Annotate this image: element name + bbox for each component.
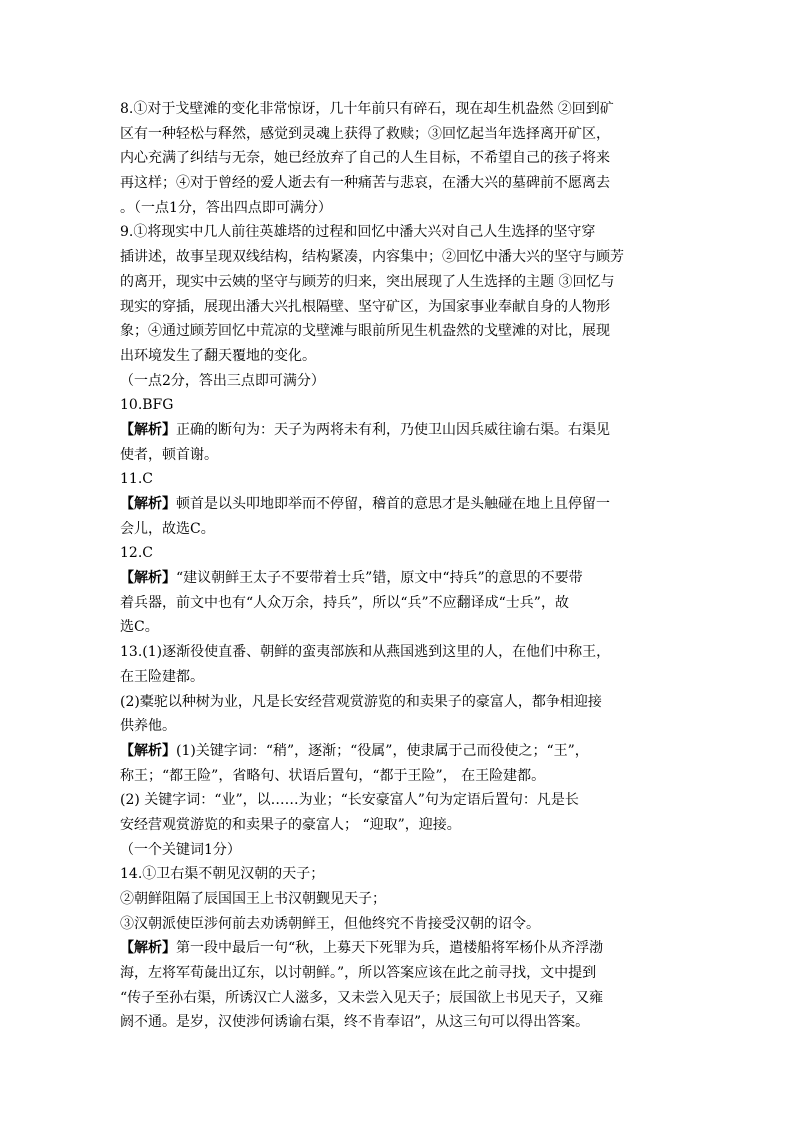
analysis-label: 【解析】 [120,421,176,438]
line-text: （一点2分，答出三点即可满分） [120,372,325,389]
text-line [120,196,680,221]
line-text: 区有一种轻松与释然，感觉到灵魂上获得了救赎；③回忆起当年选择离开矿区， [120,125,610,142]
text-line [120,591,680,616]
text-line [120,146,680,171]
line-text: 正确的断句为：天子为两将未有利，乃使卫山因兵威往谕右渠。右渠见 [176,421,610,438]
text-line [120,912,680,937]
line-text: (1)关键字词：“稍”，逐渐；“役属”，使隶属于己而役使之；“王”， [176,742,589,759]
text-line [120,862,680,887]
line-text: 选C。 [120,619,159,636]
line-text: 第一段中最后一句“秋，上募天下死罪为兵，遣楼船将军杨仆从齐浮渤 [176,940,604,957]
text-line [120,714,680,739]
text-line [120,1010,680,1035]
text-line [120,813,680,838]
line-text: 9.①将现实中几人前往英雄塔的过程和回忆中潘大兴对自己人生选择的坚守穿 [120,224,596,241]
line-text: 8.①对于戈壁滩的变化非常惊讶，几十年前只有碎石，现在却生机盎然 ②回到矿 [120,101,614,117]
line-text: “传子至孙右渠，所诱汉亡人滋多，又未尝入见天子；辰国欲上书见天子，又雍 [120,989,604,1006]
text-line [120,393,680,418]
line-text: 出环境发生了翻天覆地的变化。 [120,347,316,364]
text-line [120,319,680,344]
line-text: ②朝鲜阻隔了辰国国王上书汉朝觐见天子； [120,891,386,907]
text-line [120,171,680,196]
line-text: 海，左将军荀彘出辽东，以讨朝鲜。”，所以答案应该在此之前寻找，文中提到 [120,965,597,982]
line-text: 阏不通。是岁，汉使涉何诱谕右渠，终不肯奉诏”，从这三句可以得出答案。 [120,1014,590,1031]
line-text: 再这样；④对于曾经的爱人逝去有一种痛苦与悲哀，在潘大兴的墓碑前不愿离去 [120,175,610,192]
line-text: ③汉朝派使臣涉何前去劝诱朝鲜王，但他终究不肯接受汉朝的诏令。 [120,915,540,932]
text-line [120,443,680,468]
text-line [120,838,680,863]
text-line [120,517,680,542]
line-text: 14.①卫右渠不朝见汉朝的天子； [120,866,325,883]
line-text: 11.C [120,471,153,488]
text-line [120,640,680,665]
line-text: 内心充满了纠结与无奈，她已经放弃了自己的人生目标，不希望自己的孩子将来 [120,150,610,167]
line-text: （一个关键词1分） [120,841,241,858]
text-line [120,270,680,295]
text-line [120,295,680,320]
line-text: (2) 关键字词：“业”，以……为业；“长安豪富人”句为定语后置句：凡是长 [120,792,579,809]
line-text: 供养他。 [120,718,176,735]
line-text: 10.BFG [120,397,174,414]
analysis-line [120,936,680,961]
text-line [120,245,680,270]
line-text: 插讲述，故事呈现双线结构，结构紧凑，内容集中；②回忆中潘大兴的坚守与顾芳 [120,249,624,266]
analysis-line [120,739,680,764]
analysis-line [120,566,680,591]
text-line [120,887,680,912]
line-text: 12.C [120,545,153,562]
analysis-label: 【解析】 [120,570,176,587]
line-text: 的离开，现实中云姨的坚守与顾芳的归来，突出展现了人生选择的主题 ③回忆与 [120,273,615,290]
text-line [120,122,680,147]
text-line [120,961,680,986]
line-text: 使者，顿首谢。 [120,446,218,463]
line-text: (2)橐驼以种树为业，凡是长安经营观赏游览的和卖果子的豪富人，都争相迎接 [120,693,602,710]
analysis-label: 【解析】 [120,940,176,957]
text-line [120,467,680,492]
analysis-line [120,418,680,443]
analysis-label: 【解析】 [120,742,176,759]
text-line [120,541,680,566]
line-text: 13.(1)逐渐役使直番、朝鲜的蛮夷部族和从燕国逃到这里的人，在他们中称王， [120,644,611,661]
line-text: 顿首是以头叩地即举而不停留，稽首的意思才是头触碰在地上且停留一 [176,496,610,512]
line-text: 象；④通过顾芳回忆中荒凉的戈壁滩与眼前所见生机盎然的戈壁滩的对比，展现 [120,323,610,340]
line-text: “建议朝鲜王太子不要带着士兵”错，原文中“持兵”的意思的不要带 [176,570,583,587]
text-line [120,986,680,1011]
text-line [120,764,680,789]
answer-document [120,97,680,1035]
analysis-line [120,492,680,517]
text-line [120,344,680,369]
text-line [120,97,680,122]
line-text: 现实的穿插，展现出潘大兴扎根隔壁、坚守矿区，为国家事业奉献自身的人物形 [120,298,610,315]
text-line [120,369,680,394]
text-line [120,220,680,245]
text-line [120,788,680,813]
text-line [120,615,680,640]
line-text: 。（一点1分，答出四点即可满分） [120,199,332,216]
line-text: 会儿，故选C。 [120,520,215,537]
line-text: 安经营观赏游览的和卖果子的豪富人； “迎取”，迎接。 [120,816,461,833]
text-line [120,665,680,690]
line-text: 着兵器，前文中也有“人众万余，持兵”，所以“兵”不应翻译成“士兵”，故 [120,594,569,611]
line-text: 称王；“都王险”，省略句、状语后置句，“都于王险”， 在王险建都。 [120,767,546,784]
analysis-label: 【解析】 [120,496,176,512]
text-line [120,690,680,715]
line-text: 在王险建都。 [120,668,204,685]
